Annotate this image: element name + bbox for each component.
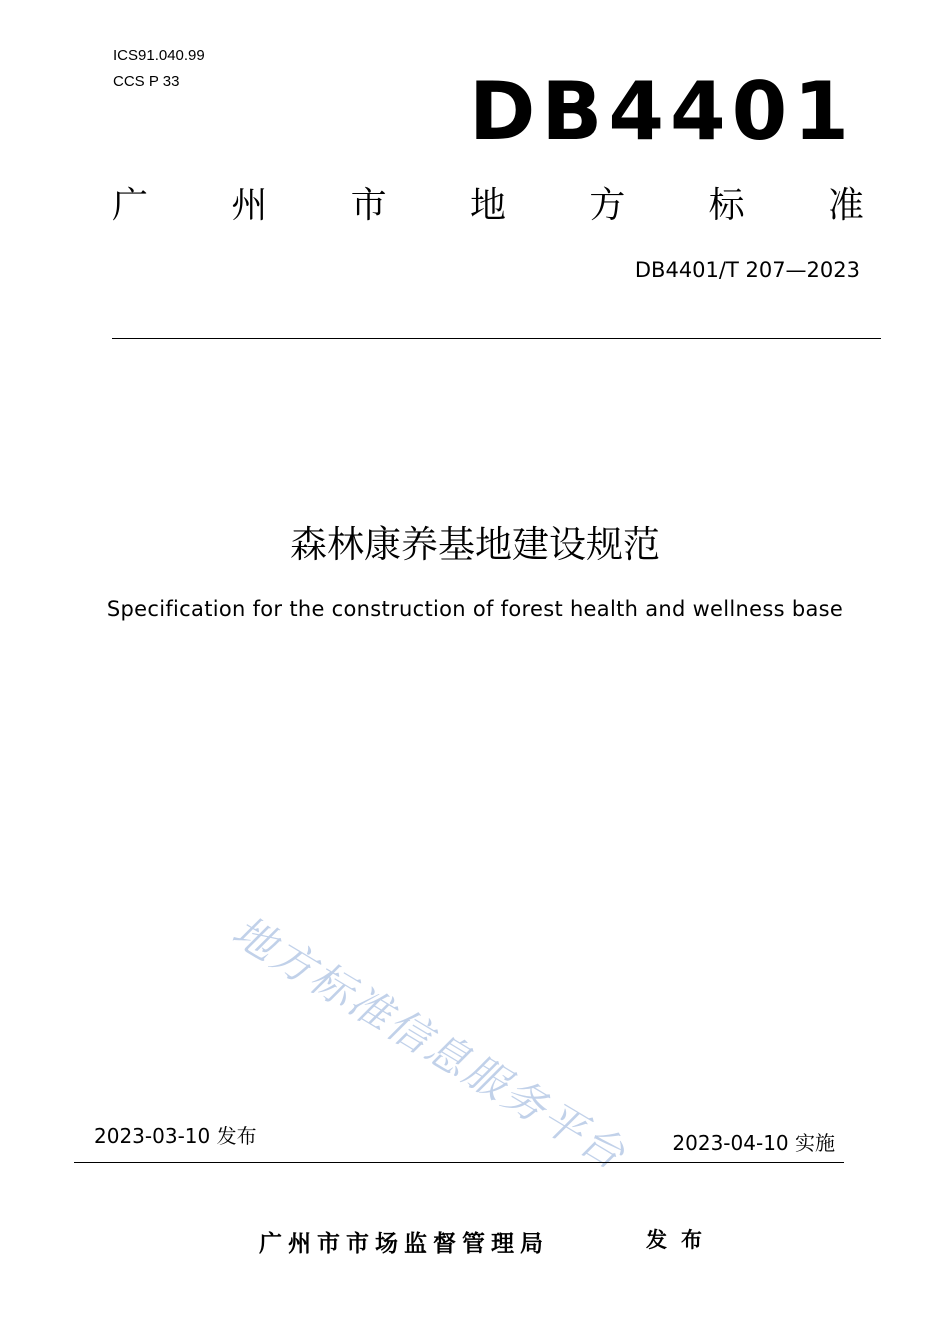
standard-number: DB4401/T 207—2023 (634, 258, 860, 282)
standard-type-char: 市 (350, 185, 387, 226)
standard-type-char: 州 (231, 185, 268, 226)
document-title-english: Specification for the construction of forest health and wellness base (106, 597, 844, 621)
bottom-divider (74, 1162, 844, 1163)
watermark: 地方标准信息服务平台 (224, 906, 636, 1180)
standard-type (112, 185, 864, 226)
standard-type-char: 准 (827, 185, 864, 226)
top-divider (112, 338, 881, 339)
document-title-chinese: 森林康养基地建设规范 (290, 523, 660, 566)
standard-type-char: 地 (469, 185, 506, 226)
standard-code-logo: DB4401 (468, 65, 855, 158)
standard-type-char: 方 (589, 185, 626, 226)
publisher: 广州市市场监督管理局 (259, 1231, 549, 1257)
implementation-date: 2023-04-10 实施 (672, 1131, 835, 1155)
publish-label: 发布 (646, 1228, 716, 1252)
standard-type-char: 标 (708, 185, 745, 226)
standard-type-char: 广 (112, 185, 149, 226)
ics-code: ICS91.040.99 (113, 47, 205, 64)
issue-date: 2023-03-10 发布 (94, 1124, 257, 1148)
ccs-code: CCS P 33 (113, 73, 180, 90)
